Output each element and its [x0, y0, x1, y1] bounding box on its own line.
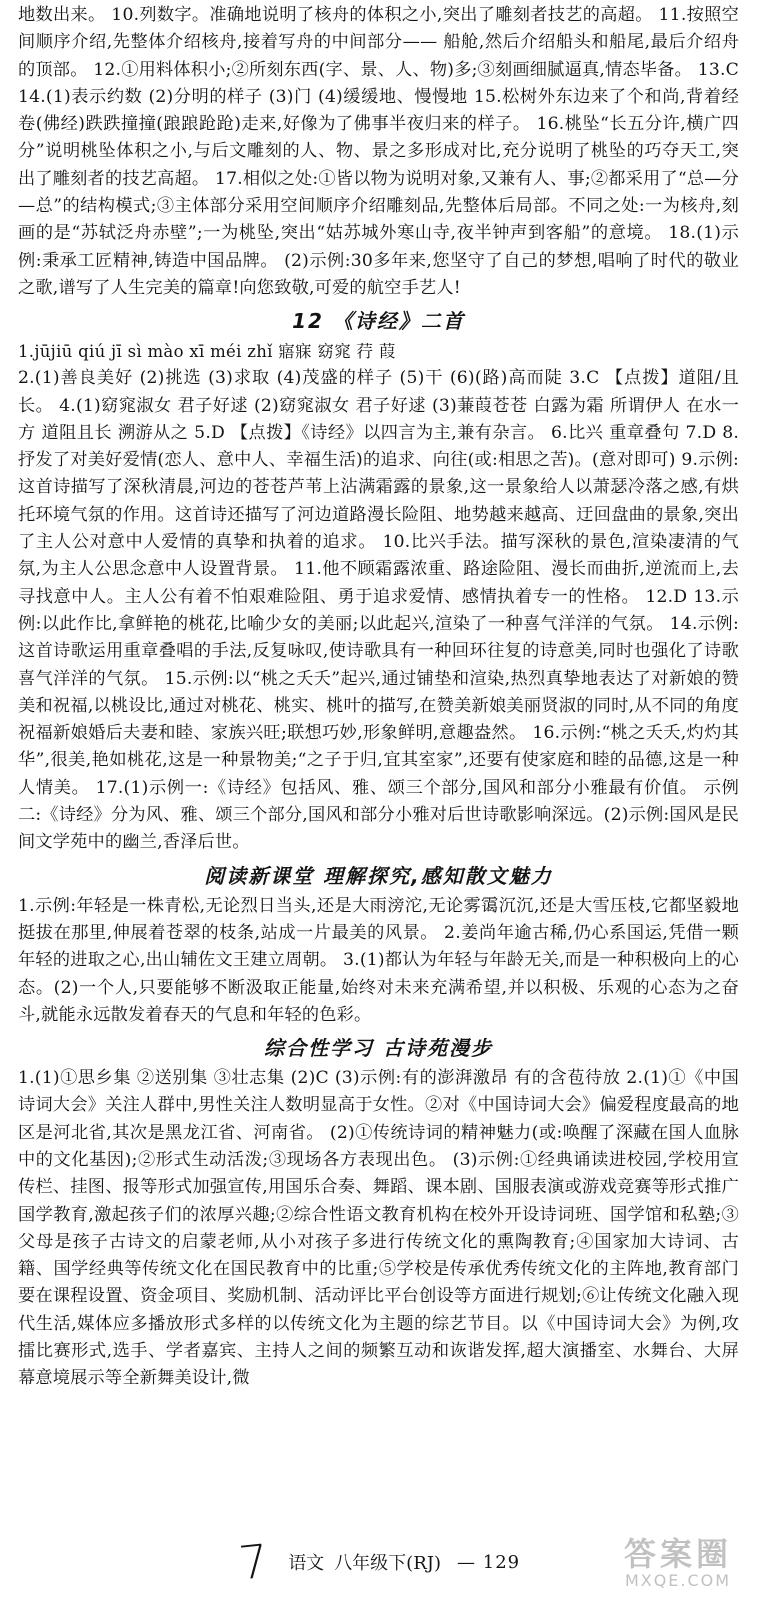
reading-answer-paragraph: 1.示例:年轻是一株青松,无论烈日当头,还是大雨滂沱,无论雾霭沉沉,还是大雪压枝,它都坚毅地挺拔在那里,伸展着苍翠的枝条,站成一片最美的风景。 2.姜尚年逾古稀,仍心系国运,凭借一颗年轻的进取之心,出山辅佐文王建立周朝。 3.(1)都认为年轻与年龄无关,而是一种积极向上的心态。(2)一个人,只要能够不断汲取正能量,始终对未来充满希望,并以积极、乐观的心态为之奋斗,就能永远散发着春天的气息和年轻的色彩。	[18, 895, 739, 1025]
footer-grade: 八年级下(RJ)	[334, 1553, 442, 1574]
top-answer-paragraph: 地数出来。 10.列数字。准确地说明了核舟的体积之小,突出了雕刻者技艺的高超。 11.按照空间顺序介绍,先整体介绍核舟,接着写舟的中间部分—— 船舱,然后介绍船头和船尾,最后介绍舟的顶部。 12.①用料体积小;②所刻东西(字、景、人、物)多;③刻画细腻逼真,情态毕备。 13.C 14.(1)表示约数 (2)分明的样子 (3)门 (4)缓缓地、慢慢地 15.松树外东边来了个和尚,背着经卷(佛经)跌跌撞撞(踉踉跄跄)走来,好像为了佛事半夜归来的样子。 16.桃坠“长五分许,横广四分”说明桃坠体积之小,与后文雕刻的人、物、景之多形成对比,充分说明了桃坠的巧夺天工,突出了雕刻者的技艺高超。 17.相似之处:①皆以物为说明对象,又兼有人、事;②都采用了“总—分—总”的结构模式;③主体部分采用空间顺序介绍雕刻品,先整体后局部。不同之处:一为核舟,刻画的是“苏轼泛舟赤壁”;一为桃坠,突出“姑苏城外寒山寺,夜半钟声到客船”的意境。 18.(1)示例:秉承工匠精神,铸造中国品牌。 (2)示例:30多年来,您坚守了自己的梦想,唱响了时代的敬业之歌,谱写了人生完美的篇章!向您致敬,可爱的航空手艺人!	[18, 5, 739, 298]
watermark-text: 答案圈	[623, 1535, 732, 1573]
watermark-url: MXQE.COM	[624, 1571, 732, 1590]
watermark-logo	[603, 1536, 753, 1596]
section-heading-shijing: 12 《诗经》二首	[292, 309, 465, 334]
shijing-answer-paragraph: 2.(1)善良美好 (2)挑选 (3)求取 (4)茂盛的样子 (5)干 (6)(路)高而陡 3.C 【点拨】道阻/且长。 4.(1)窈窕淑女 君子好逑 (2)窈窕淑女 君子好逑 (3)蒹葭苍苍 白露为霜 所谓伊人 在水一方 道阻且长 溯游从之 5.D 【点拨】《诗经》以四言为主,兼有杂言。 6.比兴 重章叠句 7.D 8.抒发了对美好爱情(恋人、意中人、幸福生活)的追求、向往(或:相思之苦)。(意对即可) 9.示例:这首诗描写了深秋清晨,河边的苍苍芦苇上沾满霜露的景象,这一景象给人以萧瑟冷落之感,有烘托环境气氛的作用。这首诗还描写了河边道路漫长险阻、地势越来越高、迂回盘曲的景象,突出了主人公对意中人爱情的真挚和执着的追求。 10.比兴手法。描写深秋的景色,渲染凄清的气氛,为主人公思念意中人设置背景。 11.他不顾霜露浓重、路途险阻、漫长而曲折,逆流而上,去寻找意中人。主人公有着不怕艰难险阻、勇于追求爱情、感情执着专一的性格。 12.D 13.示例:以此作比,拿鲜艳的桃花,比喻少女的美丽;以此起兴,渲染了一种喜气洋洋的气氛。 14.示例:这首诗歌运用重章叠唱的手法,反复咏叹,使诗歌具有一种回环往复的诗意美,同时也强化了诗歌喜气洋洋的气氛。 15.示例:以“桃之夭夭”起兴,通过铺垫和渲染,热烈真挚地表达了对新娘的赞美和祝福,以桃设比,通过对桃花、桃实、桃叶的描写,在赞美新娘美丽贤淑的同时,从不同的角度祝福新娘婚后夫妻和睦、家族兴旺;联想巧妙,形象鲜明,意趣盎然。 16.示例:“桃之夭夭,灼灼其华”,很美,艳如桃花,这是一种景物美;“之子于归,宜其室家”,还要有使家庭和睦的品德,这是一种人情美。 17.(1)示例一:《诗经》包括风、雅、颂三个部分,国风和部分小雅最有价值。 示例二:《诗经》分为风、雅、颂三个部分,国风和部分小雅对后世诗歌影响深远。(2)示例:国风是民间文学苑中的幽兰,香泽后世。	[18, 368, 739, 853]
footer-subject: 语文	[288, 1553, 325, 1574]
section-heading-reading: 阅读新课堂 理解探究,感知散文魅力	[204, 863, 553, 888]
footer-page-number: — 129	[457, 1551, 521, 1573]
comprehensive-answer-paragraph: 1.(1)①思乡集 ②送别集 ③壮志集 (2)C (3)示例:有的澎湃激昂 有的含苞待放 2.(1)①《中国诗词大会》关注人群中,男性关注人数明显高于女性。②对《中国诗词大会》偏爱程度最高的地区是河北省,其次是黑龙江省、河南省。 (2)①传统诗词的精神魅力(或:唤醒了深藏在国人血脉中的文化基因);②形式生动活泼;③现场各方表现出色。 (3)示例:①经典诵读进校园,学校用宣传栏、挂图、报等形式加强宣传,用国乐合奏、舞蹈、课本剧、国服表演或游戏竞赛等形式推广国学教育,激起孩子们的浓厚兴趣;②综合性语文教育机构在校外开设诗词班、国学馆和私塾;③父母是孩子古诗文的启蒙老师,从小对孩子多进行传统文化的熏陶教育;④国家加大诗词、古籍、国学经典等传统文化在国民教育中的比重;⑤学校是传承优秀传统文化的主阵地,教育部门要在课程设置、资金项目、奖励机制、活动评比平台创设等方面进行规划;⑥让传统文化融入现代生活,媒体应多播放形式多样的以传统文化为主题的综艺节目。以《中国诗词大会》为例,攻擂比赛形式,选手、学者嘉宾、主持人之间的频繁互动和诙谐发挥,超大演播室、水舞台、大屏幕意境展示等全新舞美设计,微	[18, 1068, 739, 1389]
handwritten-mark-icon: 7	[236, 1533, 271, 1591]
section-heading-comprehensive: 综合性学习 古诗苑漫步	[264, 1036, 493, 1061]
pinyin-answer-line: 1.jūjiū qiú jī sì mào xī méi zhǐ 寤寐 窈窕 荇 葭	[18, 342, 396, 362]
